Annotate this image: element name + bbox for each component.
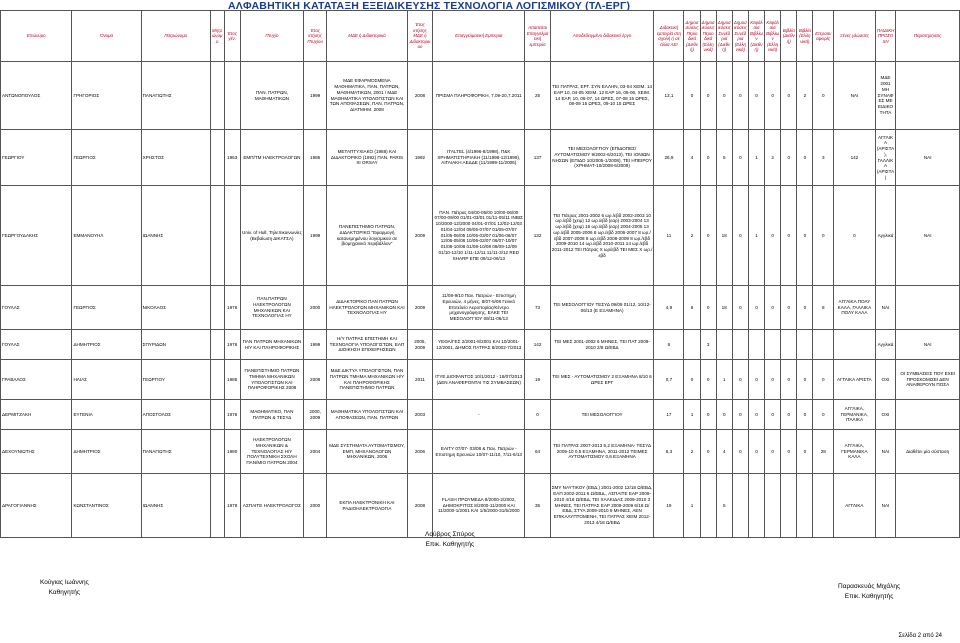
table-cell: ΣΠΥΡΙΔΩΝ xyxy=(141,330,210,360)
table-cell: ΕΥΓΕΝΙΑ xyxy=(72,400,141,430)
table-cell: ΗΛΕΚΤΡΟΛΟΓΩΝ ΜΗΧΑΝΙΚΩΝ & ΤΕΧΝΟΛΟΓΙΑΣ Η/Υ ΠΟΛΥΤΕΧΝΙΚΗ ΣΧΟΛΗ ΠΑΝ/ΜΙΟ ΠΑΤΡΩΝ 2004 xyxy=(240,430,303,474)
table-cell: 0 xyxy=(813,400,834,430)
table-cell: 0 xyxy=(716,62,732,130)
table-cell xyxy=(797,474,813,538)
table-cell: 0 xyxy=(700,400,716,430)
table-cell: ΤΕΙ ΜΕΣ 2001-2002 6 ΜΗΝΕΣ, ΤΕΙ ΠΑΤ 2009-2010 2/8 Ω/ΕΒΔ xyxy=(550,330,654,360)
table-cell: ΓΡΑΒΑΛΟΣ xyxy=(1,360,72,400)
table-cell: ΜΔΕ ΕΦΑΡΜΟΣΜΕΝΑ ΜΑΘΗΜΑΤΙΚΑ, ΠΑΝ. ΠΑΤΡΩΝ, ΜΑΘΗΜΑΤΙΚΩΝ, 2001 / ΜΔΕ ΜΑΘΗΜΑΤΙΚΑ ΥΠΟΛΟΓΙΣΤΩΝ ΚΑΙ ΤΩΝ ΑΠΟΦΑΣΕΩΝ, ΠΑΝ. ΠΑΤΡΩΝ, ΔΙΑΤΜΗΜ. 2008 xyxy=(327,62,408,130)
table-cell: ΝΑΙ xyxy=(896,186,960,286)
table-cell: 4 xyxy=(716,430,732,474)
table-cell: ΑΣΠΑΙΤΕ ΗΛΕΚΤΡΟΛΟΓΟΣ xyxy=(240,474,303,538)
table-cell: ΝΑΙ xyxy=(834,62,875,130)
header-cell: Βιβλία (Διεθνή) xyxy=(781,11,797,62)
table-cell: 4 xyxy=(684,130,700,186)
table-cell: 35 xyxy=(525,474,550,538)
table-cell: ΑΠΟΣΤΟΛΟΣ xyxy=(141,400,210,430)
table-cell: ΠΑΝ. ΠΑΤΡΩΝ, ΜΑΘΗΜΑΤΙΚΩΝ xyxy=(240,62,303,130)
table-cell: 1999 xyxy=(304,186,327,286)
signature-name: Κούγιας Ιωάννης xyxy=(40,579,89,586)
table-cell xyxy=(896,400,960,430)
table-cell: 0 xyxy=(748,400,764,430)
table-row xyxy=(1,360,960,400)
table-cell: FLASH ΠΡΩΥΜΕΔΑ 8/2000-2/2002, ΔΗΜΟΚΡΙΤΟΣ 8/2000-11/2000 ΚΑΙ 11/2000-1/2001 ΚΑΙ 1/5/2000-31/5/2000 xyxy=(433,474,525,538)
table-cell: ΔΕΧΟΥΝΙΩΤΗΣ xyxy=(1,430,72,474)
table-cell: 0 xyxy=(716,400,732,430)
table-cell: ΤΕΙ Πάτρας 2001-2002 6 ωρ./εβδ 2002-2003 10 ωρ./εβδ (χειμ) 12 ωρ./εβδ (εαρ) 2003-2004 13 ωρ./εβδ (χειμ) 15 ωρ./εβδ (εαρ) 2004-2005 13 ωρ./εβδ 2005-2006 8 ωρ./εβδ 2006-2007 8 ωρ./εβδ 2007-2008 8 ωρ./εβδ 2008-2009 8 ωρ./εβδ 2009-2010 14 ωρ./εβδ 2010-2011 14 ωρ./εβδ 2011-2012 ΤΕΙ Πάτρας Χ ωρ/εβδ ΤΕΙ ΜΕΣ Χ ωρ./εβδ xyxy=(550,186,654,286)
table-cell: ΓΕΩΡΓΙΟΣ xyxy=(72,130,141,186)
table-cell: 2 xyxy=(797,62,813,130)
table-cell: 0 xyxy=(525,400,550,430)
table-cell: ΔΗΜΗΤΡΙΟΣ xyxy=(72,330,141,360)
table-cell xyxy=(813,330,834,360)
signature-title: Καθηγητής xyxy=(48,588,81,596)
table-cell xyxy=(210,286,224,330)
table-cell: 2003 xyxy=(407,400,432,430)
table-cell: 13,1 xyxy=(654,62,684,130)
header-cell: Παρατηρήσεις xyxy=(896,11,960,62)
table-cell: ΠΑΝΕΠΙΣΤΗΜΙΟ ΠΑΤΡΩΝ, ΔΙΔΑΚΤΟΡΙΚΟ "Εφαρμογή κατανεμημένου λογισμικού σε βιομηχανικό περιβάλλον" xyxy=(327,186,408,286)
table-cell: 0 xyxy=(781,130,797,186)
page-number: Σελίδα 2 από 24 xyxy=(898,633,942,639)
table-cell: ΜΔΕ ΔΙΚΤΥΑ ΥΠΟΛΟΓΙΣΤΩΝ, ΠΑΝ ΠΑΤΡΩΝ ΤΜΗΜΑ ΜΗΧΑΝΙΚΩΝ Η/Υ ΚΑΙ ΠΛΗΡΟΦΟΡΙΚΗΣ ΠΑΝΕΠΙΣΤΗΜΙΟ ΠΑΤΡΩΝ xyxy=(327,360,408,400)
table-cell xyxy=(700,474,716,538)
table-cell: ΔΕΡΜΙΤΖΑΚΗ xyxy=(1,400,72,430)
table-cell: ΜΔΕ 2001 ΜΗ ΣΥΝΑΦΕΣ ΜΕ ΕΙΔΙΚΟΤΗΤΑ xyxy=(875,62,896,130)
table-cell: 1976 xyxy=(224,330,240,360)
signature-name: Παρασκευάς Μιχάλης xyxy=(838,583,901,590)
header-cell: Πατρώνυμο xyxy=(141,11,210,62)
table-cell: 8 xyxy=(813,286,834,330)
table-cell: 2 xyxy=(684,186,700,286)
table-cell: 137 xyxy=(525,130,550,186)
header-cell: Μητρώνυμο xyxy=(210,11,224,62)
header-cell: Δημοσιεύσεις Συνέδρια (Ελληνικά) xyxy=(732,11,748,62)
table-cell: 0 xyxy=(797,186,813,286)
table-cell xyxy=(210,330,224,360)
table-cell: 1976 xyxy=(224,400,240,430)
table-cell: ΔΗΜΗΤΡΙΟΣ xyxy=(72,430,141,474)
table-cell: ΕΜΜΑΝΟΥΗΛ xyxy=(72,186,141,286)
table-cell: 0 xyxy=(700,286,716,330)
table-cell: Αγγλικά xyxy=(875,330,896,360)
table-cell: 11/08-9/10 Παν. Πατρών - Επιστημη Ερευνών, 4 μήνες, 8/07-5/08 Γενικό Επιτελείο Αεροπορίας/Κέντρο μηχανογράφησης, ΕΛΚΕ ΤΕΙ ΜΕΣΟΛΟΓΓΙΟΥ 09/11-06/13 xyxy=(433,286,525,330)
table-cell: ΥΕΘΑ/ΓΕΣ 2/2001-8/2001 ΚΑΙ 10/2001-12/2001, ΔΗΜΟΣ ΠΑΤΡΑΣ 8/2002-7/2013 xyxy=(433,330,525,360)
table-cell: 19 xyxy=(525,360,550,400)
table-cell: ΧΡΗΣΤΟΣ xyxy=(141,130,210,186)
table-cell: ΑΓΓΛΙΚΑ, ΓΕΡΜΑΝΙΚΑ, ΙΤΑΛΙΚΑ xyxy=(834,400,875,430)
table-cell: 1 xyxy=(748,186,764,286)
table-cell xyxy=(210,62,224,130)
header-cell: ΜΔΕ ή Διδακτορικό xyxy=(327,11,408,62)
table-cell: 0 xyxy=(732,430,748,474)
table-cell: ΟΙ ΣΥΜΒΑΣΕΙΣ ΠΟΥ ΕΧΕΙ ΠΡΟΣΚΟΜΙΣΕΙ ΔΕΝ ΑΝΑΦΕΡΟΥΝ ΠΟΣΑ xyxy=(896,360,960,400)
header-cell: Πτυχίο xyxy=(240,11,303,62)
table-cell xyxy=(224,186,240,286)
table-header-row xyxy=(1,11,960,62)
table-cell: ΟΧΙ xyxy=(875,400,896,430)
table-cell: ΕΚΠΑ ΗΛΕΚΤΡΟΝΙΚΗ ΚΑΙ ΡΑΔΙΟΗΛΕΚΤΡΟΛΟΓΙΑ xyxy=(327,474,408,538)
table-cell: 0 xyxy=(748,430,764,474)
table-cell xyxy=(834,330,875,360)
table-cell: ΑΓΓΛΙΚΑ (ΑΡΙΣΤΑ), ΓΑΛΛΙΚΑ (ΑΡΙΣΤΑ) xyxy=(875,130,896,186)
table-cell: 0 xyxy=(700,62,716,130)
table-cell: ΝΑΙ xyxy=(875,430,896,474)
header-cell: Απαιτείται Επαγγελματική εμπειρία xyxy=(525,11,550,62)
header-cell: Ετεροαναφορές xyxy=(813,11,834,62)
table-cell: 0 xyxy=(700,186,716,286)
header-cell: Ξένες γλώσσες xyxy=(834,11,875,62)
table-cell: 2005, 2009 xyxy=(407,330,432,360)
table-cell: ΠΑΝ. Πάτρας 04/00-05/00 10/00-06/00 07/00-09/00 01/01-03/01 01/11-05/11 ΙΝΒΙΣ 10/2000-12/2000 04/01-07/01 12/02-12/03 01/04-12/04 09/05-07/07 01/05-07/07 01/05-06/05 10/05-03/07 01/06-06/07 12/06-05/08 10/06-02/07 06/07-10/07 01/08-10/08 01/08-10/08 08/09-12/09 01/10-12/10 1/11-12/11 11/11-3/12 RED SHARP ΕΠΕ 09/12-06/13 xyxy=(433,186,525,286)
table-cell xyxy=(210,130,224,186)
table-row xyxy=(1,330,960,360)
table-cell: ΗΛΙΑΣ xyxy=(72,360,141,400)
table-cell: 0 xyxy=(765,360,781,400)
table-cell: ΓΟΥΛΑΣ xyxy=(1,286,72,330)
table-cell: 0 xyxy=(797,360,813,400)
table-cell: ΤΕΙ ΜΕΣΟΛΟΓΓΙΟΥ (ΕΠΙΔΟΠΕΣ/ΑΥΤΟΜΑΤΙΣΜΟΥ 9/2002-6/2013), ΤΕΙ ΙΟΝΙΩΝ ΝΗΣΩΝ (ΕΠΙΔΟ 10/2005-1/2008), ΤΕΙ ΗΠΕΙΡΟΥ (ΧΡΗΜΑΤ-10/2008-6/2009) xyxy=(550,130,654,186)
signature-title: Επικ. Καθηγητής xyxy=(425,540,475,548)
table-cell: ΓΟΥΛΑΣ xyxy=(1,330,72,360)
table-cell: 2008 xyxy=(304,360,327,400)
table-cell xyxy=(224,62,240,130)
table-cell: 0 xyxy=(732,62,748,130)
table-cell: 5 xyxy=(716,130,732,186)
table-cell: 19 xyxy=(654,474,684,538)
table-cell: 1999 xyxy=(304,62,327,130)
table-cell: ΜΔΕ ΣΥΣΤΗΜΑΤΑ ΑΥΤΟΜΑΤΙΣΜΟΥ, ΕΜΠ, ΜΗΧΑΝΟΛΟΓΩΝ ΜΗΧΑΝΙΚΩΝ, 2006 xyxy=(327,430,408,474)
table-cell: 2000, 2009 xyxy=(304,400,327,430)
header-cell: Επαγγελματική Εμπειρία xyxy=(433,11,525,62)
table-cell: ΤΕΙ ΜΕΣΟΛΟΓΓΙΟΥ xyxy=(550,400,654,430)
table-cell: 3 xyxy=(813,130,834,186)
table-cell: ΑΓΓΛΙΚΑ ΠΟΛΥ ΚΑΛΑ, ΓΑΛΛΙΚΑ ΠΟΛΥ ΚΑΛΑ xyxy=(834,286,875,330)
table-cell: 2006 xyxy=(407,430,432,474)
header-cell: Δημοσιεύσεις Συνέδρια (Διεθνή) xyxy=(716,11,732,62)
table-cell: 142 xyxy=(525,330,550,360)
table-cell: 0 xyxy=(797,400,813,430)
table-cell: 0 xyxy=(834,186,875,286)
table-cell: ΟΧΙ xyxy=(875,360,896,400)
header-cell: Δημοσιεύσεις Περιοδικά (Διεθνή) xyxy=(684,11,700,62)
table-cell: 0 xyxy=(813,62,834,130)
table-cell: 0 xyxy=(684,360,700,400)
table-cell: 2 xyxy=(765,130,781,186)
table-row xyxy=(1,130,960,186)
table-cell: 0 xyxy=(781,360,797,400)
table-cell: ΝΑΙ xyxy=(896,130,960,186)
table-cell: 0 xyxy=(748,62,764,130)
table-cell: ΑΓΓΛΙΚΑ xyxy=(834,474,875,538)
table-cell: 0 xyxy=(700,360,716,400)
table-cell: 18 xyxy=(716,286,732,330)
table-cell: 0 xyxy=(813,186,834,286)
table-cell: 0 xyxy=(700,130,716,186)
signature-left xyxy=(40,578,89,598)
table-cell: 6 xyxy=(684,286,700,330)
table-cell: ΓΕΩΡΓΟΥΔΑΚΗΣ xyxy=(1,186,72,286)
table-cell: ΑΝΤΩΝΟΠΟΥΛΟΣ xyxy=(1,62,72,130)
table-cell xyxy=(896,474,960,538)
table-cell: 0 xyxy=(797,430,813,474)
table-cell xyxy=(748,330,764,360)
table-cell: 2000 xyxy=(304,286,327,330)
header-cell: Όνομα xyxy=(72,11,141,62)
table-cell xyxy=(765,330,781,360)
table-cell: ΙΩΑΝΝΗΣ xyxy=(141,474,210,538)
table-cell: 2008 xyxy=(407,474,432,538)
table-cell xyxy=(732,330,748,360)
table-cell: 0 xyxy=(781,186,797,286)
table-cell: 17 xyxy=(654,400,684,430)
table-cell: ΔΡΑΓΟΓΙΑΝΝΗΣ xyxy=(1,474,72,538)
table-cell xyxy=(765,474,781,538)
table-cell: Αγγλικά xyxy=(875,186,896,286)
table-cell: ΝΙΚΟΛΑΟΣ xyxy=(141,286,210,330)
table-cell: 2009 xyxy=(407,186,432,286)
table-cell xyxy=(797,330,813,360)
table-cell: 2 xyxy=(684,430,700,474)
table-cell xyxy=(781,474,797,538)
table-row xyxy=(1,474,960,538)
table-row xyxy=(1,62,960,130)
table-cell: ΠΑΝΕΠΙΣΤΗΜΙΟ ΠΑΤΡΩΝ ΤΜΗΜΑ ΜΗΧΑΝΙΚΩΝ ΥΠΟΛΟΓΙΣΤΩΝ ΚΑΙ ΠΛΗΡΟΦΟΡΙΚΗΣ 2008 xyxy=(240,360,303,400)
header-cell: Επώνυμο xyxy=(1,11,72,62)
table-cell: ITALTEL (4/1996-8/1998), Π&Κ ΧΡΗΜΑΤΙΣΤΗΡΙΑΚΗ (11/1998-12/1999), ΑΙΓΑΙΑΚΗ ΑΕΔΔΕ (11/1999-11/2006) xyxy=(433,130,525,186)
table-cell: 0 xyxy=(765,286,781,330)
table-cell: ΙΤΥΕ ΔΙΟΦΑΝΤΟΣ 10/1/2012 - 18/07/2013 (ΔΕΝ ΑΝΑΦΕΡΟΝΤΑΙ ΤΙΣ ΣΥΜΒΑΣΕΩΝ) xyxy=(433,360,525,400)
table-cell: 1986 xyxy=(304,130,327,186)
table-cell xyxy=(716,330,732,360)
table-cell: ΓΡΗΓΟΡΙΟΣ xyxy=(72,62,141,130)
table-cell: 1976 xyxy=(224,286,240,330)
table-cell: ΤΕΙ ΜΕΣ - ΑΥΤΟΜΑΤΙΣΜΟΥ 2 ΕΞΑΜΗΝΑ 8/10 6 ΩΡΕΣ ΕΡΓ xyxy=(550,360,654,400)
table-cell xyxy=(684,330,700,360)
header-cell: Έτος κτήσης ΜΔΕ ή Διδακτορικού xyxy=(407,11,432,62)
table-cell xyxy=(210,400,224,430)
table-cell: 0 xyxy=(765,186,781,286)
table-cell: ΕΜΠ/ΤΜ ΗΛΕΚΤΡΟΛΟΓΩΝ xyxy=(240,130,303,186)
table-cell: 0 xyxy=(732,186,748,286)
table-cell: ΜΑΘΗΜΑΤΙΚΑ ΥΠΟΛΟΓΙΣΤΩΝ ΚΑΙ ΑΠΟΦΑΣΕΩΝ, ΠΑΝ. ΠΑΤΡΩΝ xyxy=(327,400,408,430)
table-cell: 1 xyxy=(748,130,764,186)
table-cell: 1985 xyxy=(224,360,240,400)
table-cell: 1963 xyxy=(224,130,240,186)
table-cell: 0 xyxy=(781,286,797,330)
table-row xyxy=(1,286,960,330)
table-cell: ΓΕΩΡΓΙΟΥ xyxy=(141,360,210,400)
table-cell: ΠΡΙΣΜΑ ΠΛΗΡΟΦΟΡΙΚΗ, 7,09-20,7.2011 xyxy=(433,62,525,130)
table-cell: ΠΑΝ.ΠΑΤΡΩΝ ΗΛΕΚΤΡΟΛΟΓΩΝ ΜΗΧΑΝΙΚΩΝ ΚΑΙ ΤΕΧΝΟΛΟΓΙΑΣ ΗΥ xyxy=(240,286,303,330)
signature-name: Λούβρος Σπύρος xyxy=(425,531,475,538)
table-cell: 0 xyxy=(765,400,781,430)
table-cell: 18 xyxy=(716,186,732,286)
table-cell: 64 xyxy=(525,430,550,474)
table-cell: 0 xyxy=(765,62,781,130)
header-cell: Δημοσιεύσεις Περιοδικά (Ελληνικά) xyxy=(700,11,716,62)
header-cell: Κεφάλαια Βιβλίων (Ελληνικά) xyxy=(765,11,781,62)
table-cell: 0 xyxy=(781,62,797,130)
signature-title: Επικ. Καθηγητής xyxy=(844,592,894,600)
table-cell: ΤΕΙ ΠΑΤΡΑΣ 2007-2013 5,2 ΕΞΑΜΗΝΑ- ΤΕΣΥΔ 2009-10 0,5 ΕΞΑΜΗΝΑ, 2011-2012 ΤΕΙΜΕΣ ΑΥΤΟΜΑΤΙΣΜΟΥ 0,6 ΕΞΑΜΗΝΑ xyxy=(550,430,654,474)
table-cell: ΜΑΘΗΜΑΤΙΚΟ, ΠΑΝ ΠΑΤΡΩΝ & ΤΕΣΥΔ xyxy=(240,400,303,430)
table-cell: ΝΑΙ xyxy=(875,474,896,538)
table-cell xyxy=(748,474,764,538)
table-cell: Univ. of Hull, Τηλεπικοινωνίες (Βεβαίωση ΔΙΚΑΤΣΑ) xyxy=(240,186,303,286)
table-cell: 1978 xyxy=(224,474,240,538)
table-cell xyxy=(210,186,224,286)
table-cell: 2009 xyxy=(407,286,432,330)
table-cell: ΙΩΑΝΝΗΣ xyxy=(141,186,210,286)
table-cell: 11 xyxy=(654,186,684,286)
table-cell: 0,7 xyxy=(654,360,684,400)
table-cell: ΑΓΓΛΙΚΑ ΑΡΙΣΤΑ xyxy=(834,360,875,400)
table-cell xyxy=(210,474,224,538)
table-cell: 6 xyxy=(654,330,684,360)
table-cell: 1980 xyxy=(224,430,240,474)
table-cell: 2008 xyxy=(407,62,432,130)
signature-right xyxy=(838,582,900,602)
table-cell: 1 xyxy=(716,360,732,400)
table-cell: ΔΙΔΑΚΤΟΡΙΚΟ ΠΑΝ ΠΑΤΡΩΝ ΗΛΕΚΤΡΟΛΟΓΩΝ ΜΗΧΑΝΙΚΩΝ ΚΑΙ ΤΕΧΝΟΛΟΓΙΑΣ ΗΥ xyxy=(327,286,408,330)
table-cell xyxy=(781,330,797,360)
table-cell: - xyxy=(433,400,525,430)
table-cell: 0 xyxy=(748,286,764,330)
candidates-table xyxy=(0,10,960,538)
table-cell: 0 xyxy=(813,360,834,400)
header-cell: Βιβλία (Ελληνικά) xyxy=(797,11,813,62)
table-cell xyxy=(896,62,960,130)
table-cell: 0 xyxy=(684,62,700,130)
table-cell: ΜΕΤΑΠΤΥΧΙΑΚΟ (1988) ΚΑΙ ΔΙΔΑΚΤΟΡΙΚΟ (1992) ΠΑΝ. PARIS XI ORSAY xyxy=(327,130,408,186)
table-cell: 26,9 xyxy=(654,130,684,186)
header-cell: Έτος γέν. xyxy=(224,11,240,62)
table-cell: EAITY 07/07- 03/08 & Παν. Πατρών - Επιστημη Ερευνών 10/07-11/10, 7/11-6/13 xyxy=(433,430,525,474)
table-cell: 1 xyxy=(684,400,700,430)
table-cell: 0 xyxy=(732,360,748,400)
header-cell: Έτος κτήσης Πτυχίου xyxy=(304,11,327,62)
table-cell: 1992 xyxy=(407,130,432,186)
table-cell xyxy=(813,474,834,538)
table-cell: Η/Υ ΠΑΤΡΑΣ ΕΠΙΣΤΗΜΗ ΚΑΙ ΤΕΧΝΟΛΟΓΙΑ ΥΠΟΛΟΓΙΣΤΩΝ, ΕΑΠ ΔΙΟΙΚΗΣΗ ΕΠΙΧΕΙΡΗΣΕΩΝ xyxy=(327,330,408,360)
table-cell xyxy=(896,286,960,330)
table-cell: ΚΩΝΣΤΑΝΤΙΝΟΣ xyxy=(72,474,141,538)
header-cell: ΠΑΙΔΙΚΗ ΠΡΟΣΟΧΗ xyxy=(875,11,896,62)
table-cell: 4,9 xyxy=(654,286,684,330)
table-cell: 0 xyxy=(781,430,797,474)
table-cell xyxy=(210,430,224,474)
table-cell xyxy=(732,474,748,538)
table-cell: ΠΑΝ ΠΑΤΡΩΝ ΜΗΧΑΝΙΚΩΝ Η/Υ ΚΑΙ ΠΛΗΡΟΦΟΡΙΚΗΣ xyxy=(240,330,303,360)
table-cell: ΤΕΙ ΜΕΣΟΛΟΓΓΙΟΥ ΤΕΣΥΔ 09/09 01/12, 10/12-06/13 (Ε ΕΞΑΜΗΝΑ) xyxy=(550,286,654,330)
table-cell: 142 xyxy=(834,130,875,186)
table-row xyxy=(1,400,960,430)
table-cell: 132 xyxy=(525,186,550,286)
table-row xyxy=(1,430,960,474)
table-cell: Διαθέτει μία σύσταση xyxy=(896,430,960,474)
table-cell: 0 xyxy=(732,400,748,430)
table-cell: 0 xyxy=(732,286,748,330)
table-cell: ΝΑΙ xyxy=(875,286,896,330)
table-cell: 28 xyxy=(813,430,834,474)
table-cell: 0 xyxy=(732,130,748,186)
table-cell: 1999 xyxy=(304,330,327,360)
table-cell: 1 xyxy=(684,474,700,538)
table-cell xyxy=(210,360,224,400)
header-cell: Αποδεδειγμένο διδακτικό έργο xyxy=(550,11,654,62)
table-cell: 2004 xyxy=(304,430,327,474)
signature-center xyxy=(425,530,475,550)
table-cell: 0 xyxy=(781,400,797,430)
table-cell: 0 xyxy=(700,430,716,474)
table-cell: 0 xyxy=(765,430,781,474)
table-cell: ΤΕΙ ΠΑΤΡΑΣ, ΕΡΓ. ΣΥΝ ΕΛΛΗΝ, 03-04 ΧΕΙΜ. 14 ΕΑΡ 10, 04-05 ΧΕΙΜ. 12 ΕΑΡ 16, 05-06, ΧΕΙΜ. 14 ΕΑΡ, 10, 06-07, 14 ΩΡΕΣ, 07-08 15 ΩΡΕΣ, 08-09 15 ΩΡΕΣ, 09-10 15 ΩΡΕΣ xyxy=(550,62,654,130)
table-cell: ΣΜΥ ΝΑΥΤΙΚΟΥ (ΕΒΔ.) 2001-2002 12/18 Ω/ΕΒΔ, ΕΑΠ 2002-2011 6 Ω/ΕΒΔ., ΑΣΠΑΙΤΕ ΕΑΡ 2009-2010 4/18 Ω/ΕΒΔ, ΤΕΙ ΧΑΛΚΙΔΑΣ 2009-2010 3 ΜΗΝΕΣ, ΤΕΙ ΠΑΤΡΑΣ ΕΑΡ 2008-2009 6/18 Ω/ΕΒΔ, ΣΤΥΑ 2009-2010 9 ΜΗΝΕΣ, ΑΕΝ ΕΠΙΚΑΛΥΠΤΟΜΕΝΗ, ΤΕΙ ΠΑΤΡΑΣ ΧΕΙΜ 2012-2013 4/18 Ω/ΕΒΔ xyxy=(550,474,654,538)
page-title: ΑΛΦΑΒΗΤΙΚΗ ΚΑΤΑΤΑΞΗ ΕΞΕΙΔΙΚΕΥΣΗΣ ΤΕΧΝΟΛΟΓΙΑ ΛΟΓΙΣΜΙΚΟΥ (ΤΛ-ΕΡΓ) xyxy=(228,0,631,12)
table-cell: 3 xyxy=(700,330,716,360)
table-cell: ΠΑΝΑΓΙΩΤΗΣ xyxy=(141,430,210,474)
table-cell: 73 xyxy=(525,286,550,330)
table-cell: 5 xyxy=(716,474,732,538)
table-cell: 0 xyxy=(748,360,764,400)
table-cell: ΓΕΩΡΓΙΟΥ xyxy=(1,130,72,186)
table-row xyxy=(1,186,960,286)
table-cell: 25 xyxy=(525,62,550,130)
header-cell: Κεφάλαια Βιβλίων (Διεθνή) xyxy=(748,11,764,62)
table-cell: 0 xyxy=(797,286,813,330)
table-cell: 6,3 xyxy=(654,430,684,474)
table-cell: ΠΑΝΑΓΙΩΤΗΣ xyxy=(141,62,210,130)
table-cell: 0 xyxy=(797,130,813,186)
table-cell: 2000 xyxy=(304,474,327,538)
table-cell: ΓΕΩΡΓΙΟΣ xyxy=(72,286,141,330)
table-cell: ΝΑΙ xyxy=(896,330,960,360)
table-cell: 2011 xyxy=(407,360,432,400)
header-cell: Διδακτική εμπειρία στη σχολή ή σε άλλα ΑΕΙ xyxy=(654,11,684,62)
table-cell: ΑΓΓΛΙΚΑ, ΓΕΡΜΑΝΙΚΑ ΚΑΛΑ xyxy=(834,430,875,474)
